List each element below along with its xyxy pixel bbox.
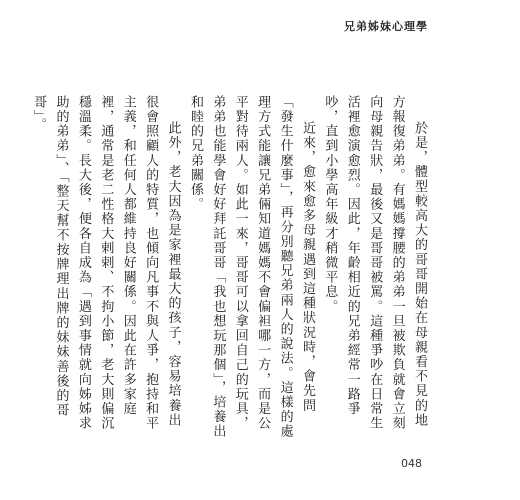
paragraph-2: 近來，愈來愈多母親遇到這種狀況時，會先問「發生什麼事」，再分別聽兄弟兩人的說法。這樣的處理方式能讓兄弟倆知道媽媽不會偏袒哪一方，而是公平對待兩人。如此一來，哥哥可以拿回自己的玩具，弟弟也能學會好好拜託哥哥「我也想玩那個」，培養出和睦的兄弟關係。 — [187, 95, 315, 439]
paragraph-1: 於是，體型較高大的哥哥開始在母親看不見的地方報復弟弟。有媽媽撐腰的弟弟一旦被欺負就會立刻向母親告狀，最後又是哥哥被罵。這種爭吵在日常生活裡愈演愈烈。因此，年齡相近的兄弟經常一路爭吵，直到小學高年級才稍微平息。 — [322, 95, 427, 431]
running-head: 兄弟姊妹心理學 — [344, 20, 428, 33]
page-number: 048 — [401, 457, 422, 470]
paragraph-3: 此外，老大因為是家裡最大的孩子，容易培養出很會照顧人的特質，也傾向凡事不與人爭，抱持和平主義，和任何人都維持良好關係。因此在許多家庭裡，通常是老二性格大剌剌、不拘小節，老大則偏沉穩溫柔。長大後，便各自成為「遇到事情就向姊姊求助的弟弟」、「整天幫不按牌理出牌的妹妹善後的哥哥」。 — [31, 95, 181, 431]
body-text — [31, 95, 430, 440]
